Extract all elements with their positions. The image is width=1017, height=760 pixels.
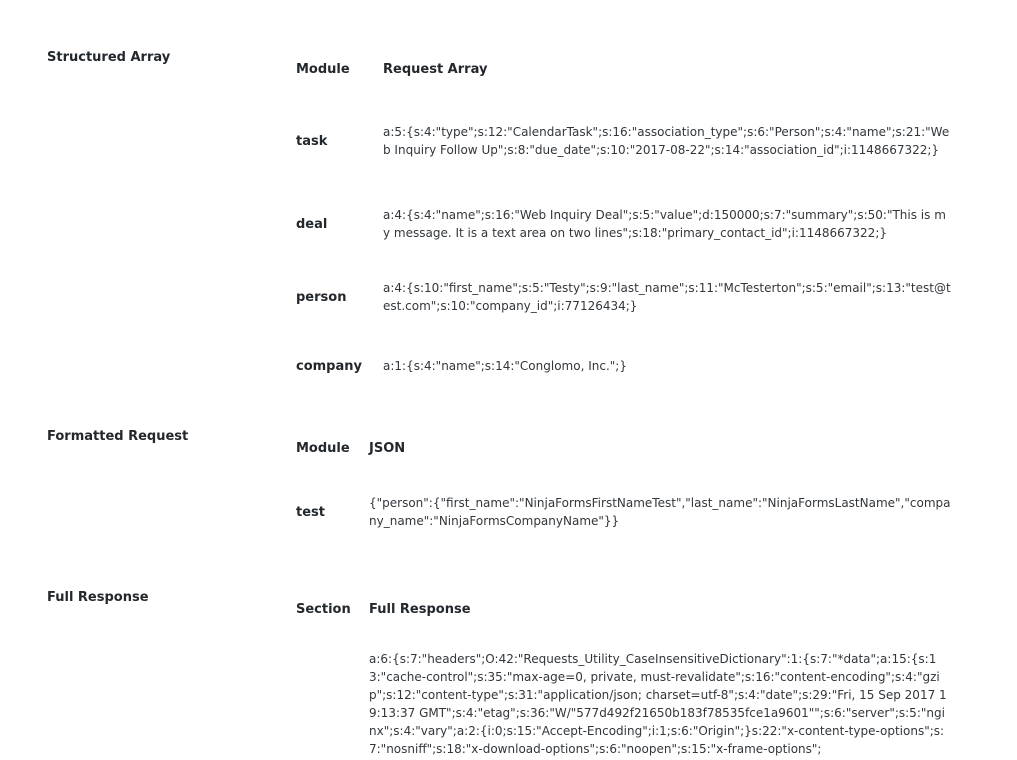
request-array-cell-task: a:5:{s:4:"type";s:12:"CalendarTask";s:16:"association_type";s:6:"Person";s:4:"name";s:21:"Web Inquiry Follow Up";s:8:"due_date";s:10:"2017-08-22";s:14:"association_id";i:1148667322;} xyxy=(383,125,950,157)
request-array-column-header: Request Array xyxy=(383,61,488,77)
module-cell-test: test xyxy=(296,504,325,520)
json-cell-test: {"person":{"first_name":"NinjaFormsFirstNameTest","last_name":"NinjaFormsLastName","company_name":"NinjaFormsCompanyName"}} xyxy=(369,496,951,528)
table-row xyxy=(296,88,952,194)
module-cell-person: person xyxy=(296,289,347,305)
structured-array-label: Structured Array xyxy=(47,50,171,65)
request-array-cell-person: a:4:{s:10:"first_name";s:5:"Testy";s:9:"last_name";s:11:"McTesterton";s:5:"email";s:13:"test@test.com";s:10:"company_id";i:77126434;} xyxy=(383,281,951,313)
formatted-request-label: Formatted Request xyxy=(47,429,189,444)
full-response-cell: a:6:{s:7:"headers";O:42:"Requests_Utility_CaseInsensitiveDictionary":1:{s:7:"*data";a:15:{s:13:"cache-control";s:35:"max-age=0, private, must-revalidate";s:16:"content-encoding";s:4:"gzip";s:12:"content-type";s:31:"application/json; charset=utf-8";s:4:"date";s:29:"Fri, 15 Sep 2017 19:13:37 GMT";s:4:"etag";s:36:"W/"577d492f21650b183f78535fce1a9601"";s:6:"server";s:5:"nginx";s:4:"vary";a:2:{i:0;s:15:"Accept-Encoding";i:1;s:6:"Origin";}s:22:"x-content-type-options";s:7:"nosniff";s:18:"x-download-options";s:6:"noopen";s:15:"x-frame-options"; xyxy=(369,652,947,756)
request-array-cell-deal: a:4:{s:4:"name";s:16:"Web Inquiry Deal";s:5:"value";d:150000;s:7:"summary";s:50:"This is my message. It is a text area on two lines";s:18:"primary_contact_id";i:1148667322;} xyxy=(383,208,946,240)
section-column-header: Section xyxy=(296,601,351,617)
table-row xyxy=(296,194,952,254)
table-header-row xyxy=(296,590,952,628)
table-row xyxy=(296,650,952,758)
table-header-row xyxy=(296,50,952,88)
json-column-header: JSON xyxy=(369,440,406,456)
table-header-row xyxy=(296,429,952,467)
module-cell-company: company xyxy=(296,358,362,374)
full-response-column-header: Full Response xyxy=(369,601,471,617)
formatted-request-table xyxy=(296,429,952,557)
full-response-label: Full Response xyxy=(47,590,149,605)
module-column-header: Module xyxy=(296,440,350,456)
structured-array-table xyxy=(296,50,952,392)
table-row xyxy=(296,340,952,392)
full-response-table xyxy=(296,590,952,758)
table-row xyxy=(296,254,952,340)
module-cell-deal: deal xyxy=(296,216,328,232)
section-cell xyxy=(296,650,369,758)
module-column-header: Module xyxy=(296,61,350,77)
request-array-cell-company: a:1:{s:4:"name";s:14:"Conglomo, Inc.";} xyxy=(383,359,627,373)
table-row xyxy=(296,467,952,557)
table-spacer-row xyxy=(296,628,952,650)
module-cell-task: task xyxy=(296,133,328,149)
